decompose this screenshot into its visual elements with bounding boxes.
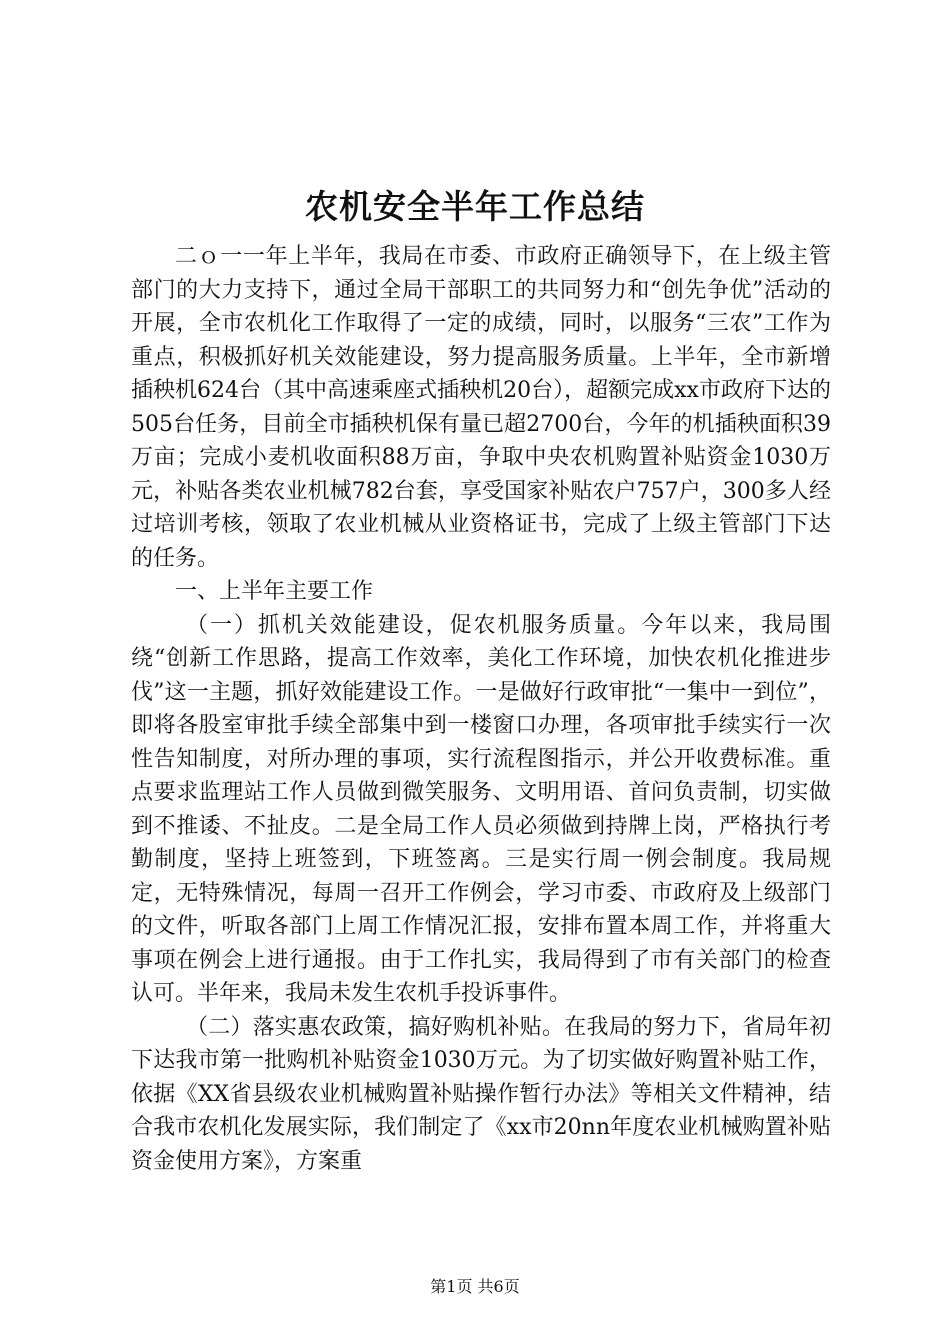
document-title: 农机安全半年工作总结 [305,187,645,226]
section-heading: 一、上半年主要工作 [175,579,374,604]
intro-paragraph: 二ｏ一一年上半年，我局在市委、市政府正确领导下，在上级主管部门的大力支持下，通过全局干部职工的共同努力和“创先争优”活动的开展，全市农机化工作取得了一定的成绩，同时，以服务“三农”工作为重点，积极抓好机关效能建设，努力提高服务质量。上半年，全市新增插秧机624台（其中高速乘座式插秧机20台），超额完成xx市政府下达的505台任务，目前全市插秧机保有量已超2700台，今年的机插秧面积39万亩；完成小麦机收面积88万亩，争取中央农机购置补贴资金1030万元，补贴各类农业机械782台套，享受国家补贴农户757户，300多人经过培训考核，领取了农业机械从业资格证书，完成了上级主管部门下达的任务。 [131,244,831,571]
section-2-paragraph: （二）落实惠农政策，搞好购机补贴。在我局的努力下，省局年初下达我市第一批购机补贴资金1030万元。为了切实做好购置补贴工作，依据《XX省县级农业机械购置补贴操作暂行办法》等相关文件精神，结合我市农机化发展实际，我们制定了《xx市20nn年度农业机械购置补贴资金使用方案》，方案重 [131,1014,831,1174]
section-1-paragraph: （一）抓机关效能建设，促农机服务质量。今年以来，我局围绕“创新工作思路，提高工作效率，美化工作环境，加快农机化推进步伐”这一主题，抓好效能建设工作。一是做好行政审批“一集中一到位”，即将各股室审批手续全部集中到一楼窗口办理，各项审批手续实行一次性告知制度，对所办理的事项，实行流程图指示，并公开收费标准。重点要求监理站工作人员做到微笑服务、文明用语、首问负责制，切实做到不推诿、不扯皮。二是全局工作人员必须做到持牌上岗，严格执行考勤制度，坚持上班签到，下班签离。三是实行周一例会制度。我局规定，无特殊情况，每周一召开工作例会，学习市委、市政府及上级部门的文件，听取各部门上周工作情况汇报，安排布置本周工作，并将重大事项在例会上进行通报。由于工作扎实，我局得到了市有关部门的检查认可。半年来，我局未发生农机手投诉事件。 [131,612,831,1006]
document-body [131,240,831,1178]
page-footer: 第1页 共6页 [430,1277,520,1296]
